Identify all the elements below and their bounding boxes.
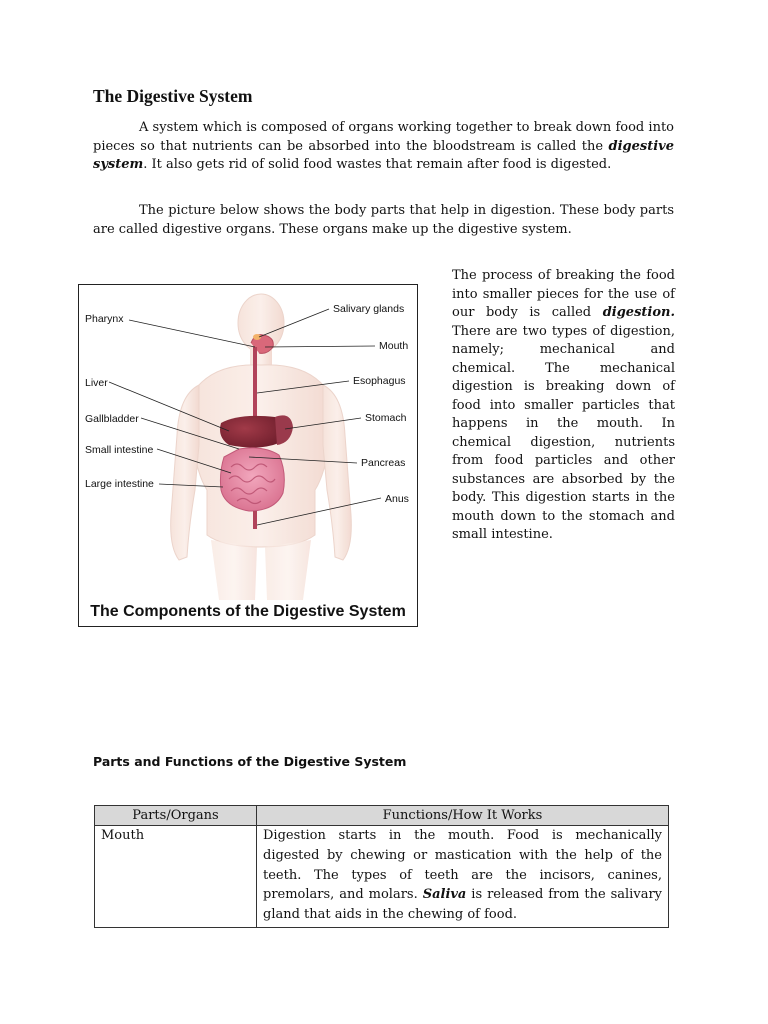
header-functions: Functions/How It Works [257, 806, 669, 826]
function-text-2: is released from the salivary gland that aids in the chewing of food. [263, 887, 662, 923]
label-esophagus: Esophagus [353, 375, 406, 387]
label-pharynx: Pharynx [85, 313, 124, 325]
organs-paragraph [93, 202, 674, 239]
figure-caption: The Components of the Digestive System [90, 603, 406, 620]
label-liver: Liver [85, 377, 108, 389]
digestion-description [452, 267, 675, 545]
parts-functions-table [94, 805, 669, 928]
function-text-1: Digestion starts in the mouth. Food is mechanically digested by chewing or mastication with the help of the teeth. The types of teeth are the incisors, canines, premolars, and molars. [263, 828, 662, 903]
header-parts: Parts/Organs [95, 806, 257, 826]
digestion-text-2: There are two types of digestion, namely; mechanical and chemical. The mechanical digestion is breaking down of food into smaller particles that happens in the mouth. In chemical digestion, nutrients from food particles and other substances are absorbed by the body. This digestion starts in the mouth down to the stomach and small intestine. [452, 323, 675, 542]
digestive-system-figure [78, 284, 418, 627]
label-stomach: Stomach [365, 412, 407, 424]
digestion-text-1: The process of breaking the food into smaller pieces for the use of our body is called [452, 268, 675, 320]
digestive-system-term: digestive system [93, 138, 674, 172]
label-pancreas: Pancreas [361, 457, 406, 469]
label-small-intestine: Small intestine [85, 444, 154, 456]
label-large-intestine: Large intestine [85, 478, 154, 490]
intro-text-2: . It also gets rid of solid food wastes that remain after food is digested. [143, 157, 612, 172]
intro-text-1: A system which is composed of organs working together to break down food into pieces so that nutrients can be absorbed into the bloodstream is called the [93, 120, 674, 154]
saliva-term: Saliva [422, 887, 467, 903]
digestion-term: digestion. [602, 305, 675, 320]
table-row [95, 826, 669, 928]
page-title: The Digestive System [93, 86, 253, 106]
label-mouth: Mouth [379, 340, 409, 352]
organs-text: The picture below shows the body parts that help in digestion. These body parts are called digestive organs. These organs make up the digestive system. [93, 203, 674, 237]
table-header-row [95, 806, 669, 826]
cell-function [257, 826, 669, 928]
label-anus: Anus [385, 493, 409, 505]
cell-part: Mouth [95, 826, 257, 928]
label-gallbladder: Gallbladder [85, 413, 139, 425]
intro-paragraph [93, 119, 674, 175]
section-heading: Parts and Functions of the Digestive System [93, 754, 407, 769]
label-salivary-glands: Salivary glands [333, 303, 405, 315]
